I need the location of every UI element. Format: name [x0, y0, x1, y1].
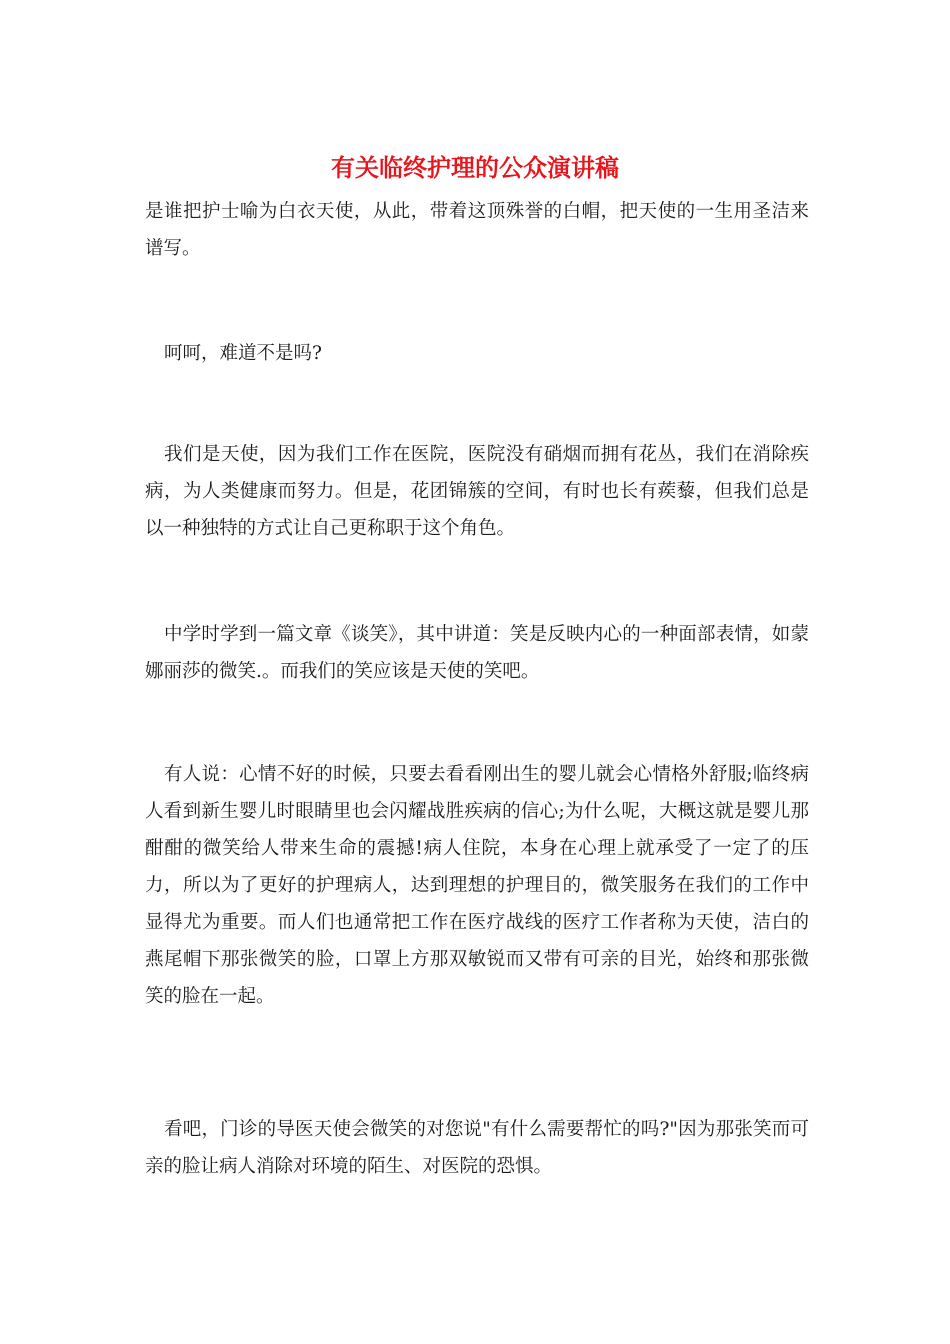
- paragraph-1: 是谁把护士喻为白衣天使，从此，带着这顶殊誉的白帽，把天使的一生用圣洁来谱写。: [145, 201, 809, 259]
- paragraph-3: 我们是天使，因为我们工作在医院，医院没有硝烟而拥有花丛，我们在消除疾病，为人类健康而努力。但是，花团锦簇的空间，有时也长有蒺藜，但我们总是以一种独特的方式让自己更称职于这个角色。: [145, 444, 809, 539]
- document-title: 有关临终护理的公众演讲稿: [331, 153, 619, 182]
- paragraph-4: 中学时学到一篇文章《谈笑》，其中讲道：笑是反映内心的一种面部表情，如蒙娜丽莎的微笑.。而我们的笑应该是天使的笑吧。: [145, 624, 809, 682]
- paragraph-5: 有人说：心情不好的时候，只要去看看刚出生的婴儿就会心情格外舒服;临终病人看到新生婴儿时眼睛里也会闪耀战胜疾病的信心;为什么呢，大概这就是婴儿那酣酣的微笑给人带来生命的震撼!病人住院，本身在心理上就承受了一定了的压力，所以为了更好的护理病人，达到理想的护理目的，微笑服务在我们的工作中显得尤为重要。而人们也通常把工作在医疗战线的医疗工作者称为天使，洁白的燕尾帽下那张微笑的脸，口罩上方那双敏锐而又带有可亲的目光，始终和那张微笑的脸在一起。: [145, 764, 809, 1007]
- paragraph-2: 呵呵，难道不是吗?: [164, 343, 322, 364]
- paragraph-6: 看吧，门诊的导医天使会微笑的对您说"有什么需要帮忙的吗?"因为那张笑而可亲的脸让病人消除对环境的陌生、对医院的恐惧。: [145, 1119, 809, 1177]
